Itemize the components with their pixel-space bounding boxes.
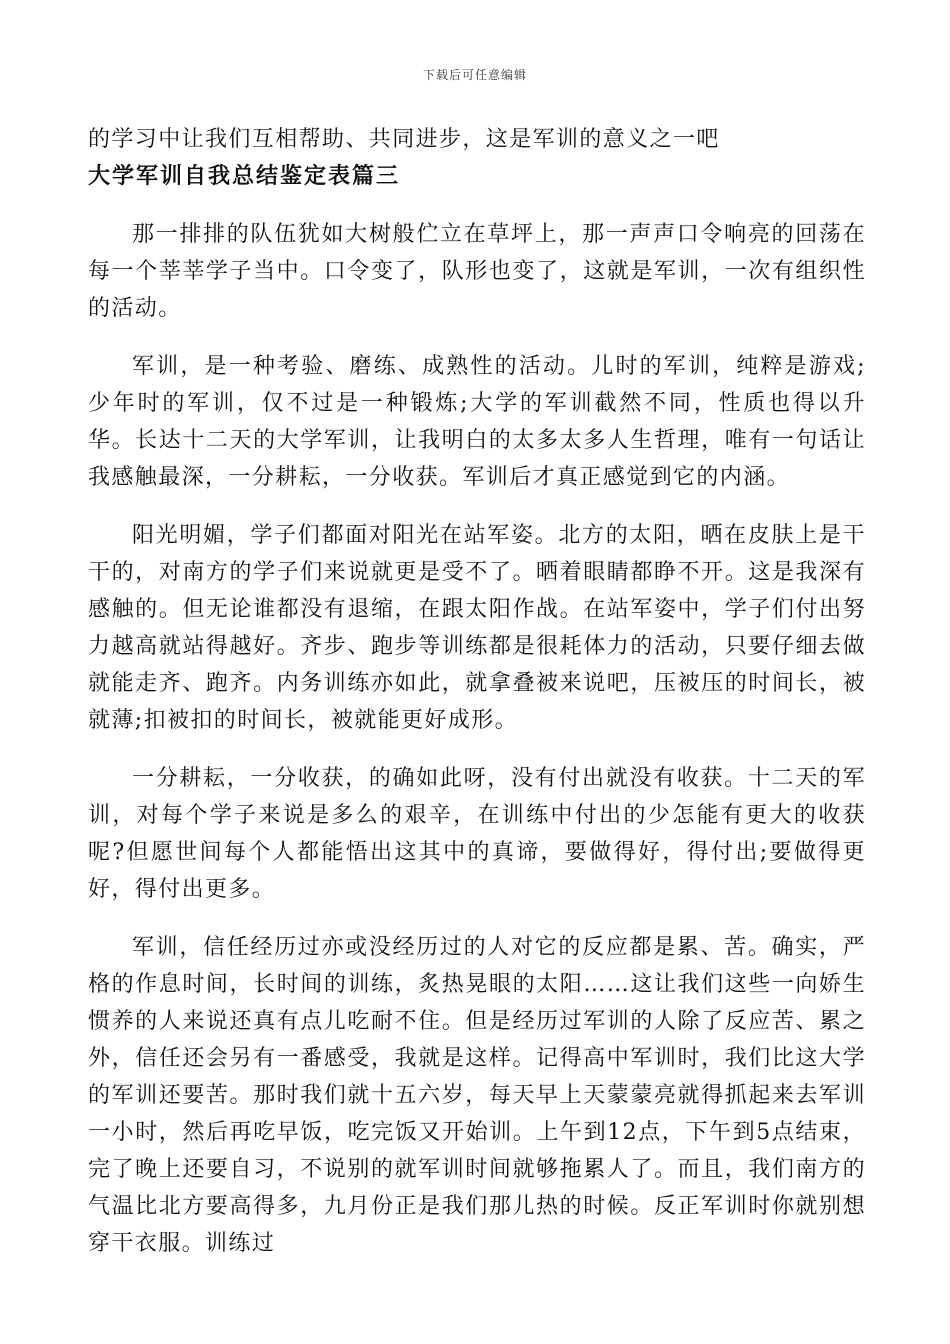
document-body: [88, 121, 866, 1262]
paragraph: 一分耕耘，一分收获，的确如此呀，没有付出就没有收获。十二天的军训，对每个学子来说是多么的艰辛，在训练中付出的少怎能有更大的收获呢?但愿世间每个人都能悟出这其中的真谛，要做得好，得付出;要做得更好，得付出更多。: [88, 766, 866, 902]
paragraph: 军训，是一种考验、磨练、成熟性的活动。儿时的军训，纯粹是游戏;少年时的军训，仅不过是一种锻炼;大学的军训截然不同，性质也得以升华。长达十二天的大学军训，让我明白的太多太多人生哲理，唯有一句话让我感触最深，一分耕耘，一分收获。军训后才真正感觉到它的内涵。: [88, 354, 866, 490]
paragraph: 军训，信任经历过亦或没经历过的人对它的反应都是累、苦。确实，严格的作息时间，长时间的训练，炙热晃眼的太阳……这让我们这些一向娇生惯养的人来说还真有点儿吃耐不住。但是经历过军训的人除了反应苦、累之外，信任还会另有一番感受，我就是这样。记得高中军训时，我们比这大学的军训还要苦。那时我们就十五六岁，每天早上天蒙蒙亮就得抓起来去军训一小时，然后再吃早饭，吃完饭又开始训。上午到12点，下午到5点结束，完了晚上还要自习，不说别的就军训时间就够拖累人了。而且，我们南方的气温比北方要高得多，九月份正是我们那儿热的时候。反正军训时你就别想穿干衣服。训练过: [88, 935, 866, 1256]
page-header-note: 下载后可任意编辑: [422, 68, 527, 82]
paragraph: 阳光明媚，学子们都面对阳光在站军姿。北方的太阳，晒在皮肤上是干干的，对南方的学子们来说就更是受不了。晒着眼睛都睁不开。这是我深有感触的。但无论谁都没有退缩，在跟太阳作战。在站军姿中，学子们付出努力越高就站得越好。齐步、跑步等训练都是很耗体力的活动，只要仔细去做就能走齐、跑齐。内务训练亦如此，就拿叠被来说吧，压被压的时间长，被就薄;扣被扣的时间长，被就能更好成形。: [88, 523, 866, 733]
continued-paragraph: 的学习中让我们互相帮助、共同进步，这是军训的意义之一吧: [88, 127, 720, 152]
section-title: 大学军训自我总结鉴定表篇三: [88, 164, 401, 189]
paragraph: 那一排排的队伍犹如大树般伫立在草坪上，那一声声口令响亮的回荡在每一个莘莘学子当中。口令变了，队形也变了，这就是军训，一次有组织性的活动。: [88, 222, 866, 321]
